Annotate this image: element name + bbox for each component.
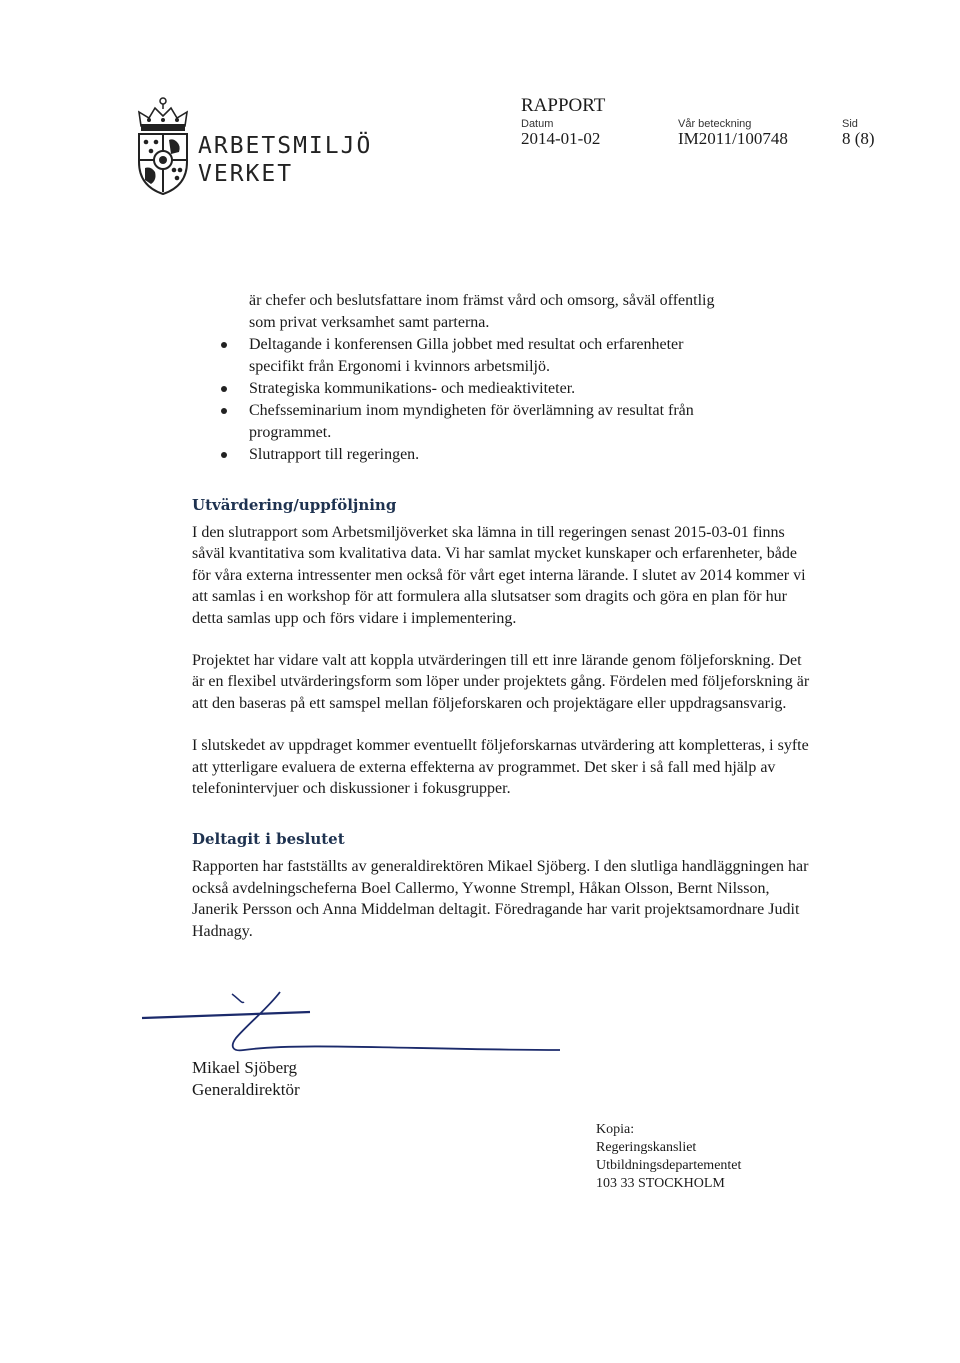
evaluation-paragraph-3: I slutskedet av uppdraget kommer eventuellt följeforskarnas utvärdering att kompletteras, i syfte att ytterligare evaluera de externa effekterna av programmet. Det sker i så fall med hjälp av telefonintervjuer och diskussioner i fokusgrupper.: [192, 737, 809, 798]
reference-value: IM2011/100748: [678, 129, 788, 148]
copy-line: 103 33 STOCKHOLM: [596, 1176, 725, 1191]
copy-label: Kopia:: [596, 1122, 635, 1137]
handwritten-signature: [140, 990, 570, 1060]
date-value: 2014-01-02: [521, 129, 601, 148]
crest-logo-icon: [133, 96, 193, 196]
bullet-icon: [221, 342, 227, 348]
list-item: [192, 444, 812, 466]
list-item-line: som privat verksamhet samt parterna.: [249, 314, 490, 331]
section-heading-evaluation: Utvärdering/uppföljning: [192, 496, 397, 514]
list-item-line: specifikt från Ergonomi i kvinnors arbetsmiljö.: [249, 358, 550, 375]
org-name-line2: VERKET: [198, 161, 294, 187]
decision-paragraph: Rapporten har fastställts av generaldirektören Mikael Sjöberg. I den slutliga handläggningen har också avdelningscheferna Boel Callermo, Ywonne Strempl, Håkan Olsson, Bernt Nilsson, Janerik Persson och Anna Middelman deltagit. Föredragande har varit projektsamordnare Judit Hadnagy.: [192, 858, 809, 940]
section-heading-decision: Deltagit i beslutet: [192, 830, 345, 849]
list-item-line: Deltagande i konferensen Gilla jobbet med resultat och erfarenheter: [249, 336, 684, 353]
list-item-line: Slutrapport till regeringen.: [249, 446, 420, 463]
copy-line: Utbildningsdepartementet: [596, 1158, 742, 1173]
evaluation-paragraph-2: Projektet har vidare valt att koppla utvärderingen till ett inre lärande genom följeforskning. Det är en flexibel utvärderingsform som löper under projektets gång. Fördelen med följeforskning är att den baseras på ett samspel mellan följeforskaren och projektägare eller uppdragsansvarig.: [192, 652, 810, 712]
evaluation-paragraph-1: I den slutrapport som Arbetsmiljöverket ska lämna in till regeringen senast 2015-03-01 finns såväl kvantitativa som kvalitativa data. Vi har samlat mycket kunskaper och erfarenheter, både för våra externa intressenter men också för vårt eget interna lärande. I slutet av 2014 kommer vi att samlas i en workshop för att formulera alla slutsatser som dragits och göra en plan för hur detta samlas upp och förs vidare i implementering.: [192, 524, 806, 627]
signatory-name: Mikael Sjöberg: [192, 1058, 297, 1077]
list-item-line: Chefsseminarium inom myndigheten för överlämning av resultat från: [249, 402, 694, 419]
bullet-icon: [221, 408, 227, 414]
document-body: [192, 290, 812, 942]
organization-name: [198, 132, 372, 188]
signatory-title: Generaldirektör: [192, 1080, 300, 1099]
page-value: 8 (8): [842, 129, 875, 148]
list-item: [192, 334, 812, 378]
list-item: [192, 290, 812, 334]
list-item: [192, 400, 812, 444]
list-item-line: Strategiska kommunikations- och medieaktiviteter.: [249, 380, 576, 397]
copy-line: Regeringskansliet: [596, 1140, 697, 1155]
list-item-line: programmet.: [249, 424, 332, 441]
list-item: [192, 378, 812, 400]
signatory: [192, 1057, 300, 1101]
list-item-line: är chefer och beslutsfattare inom främst vård och omsorg, såväl offentlig: [249, 292, 715, 309]
org-name-line1: ARBETSMILJÖ: [198, 133, 373, 159]
copy-recipients: [596, 1121, 741, 1193]
bullet-list: [192, 290, 812, 466]
bullet-icon: [221, 386, 227, 392]
reference-label: Vår beteckning: [678, 118, 752, 130]
bullet-icon: [221, 452, 227, 458]
date-label: Datum: [521, 118, 554, 130]
document-type: RAPPORT: [521, 95, 606, 116]
page-label: Sid: [842, 118, 858, 130]
